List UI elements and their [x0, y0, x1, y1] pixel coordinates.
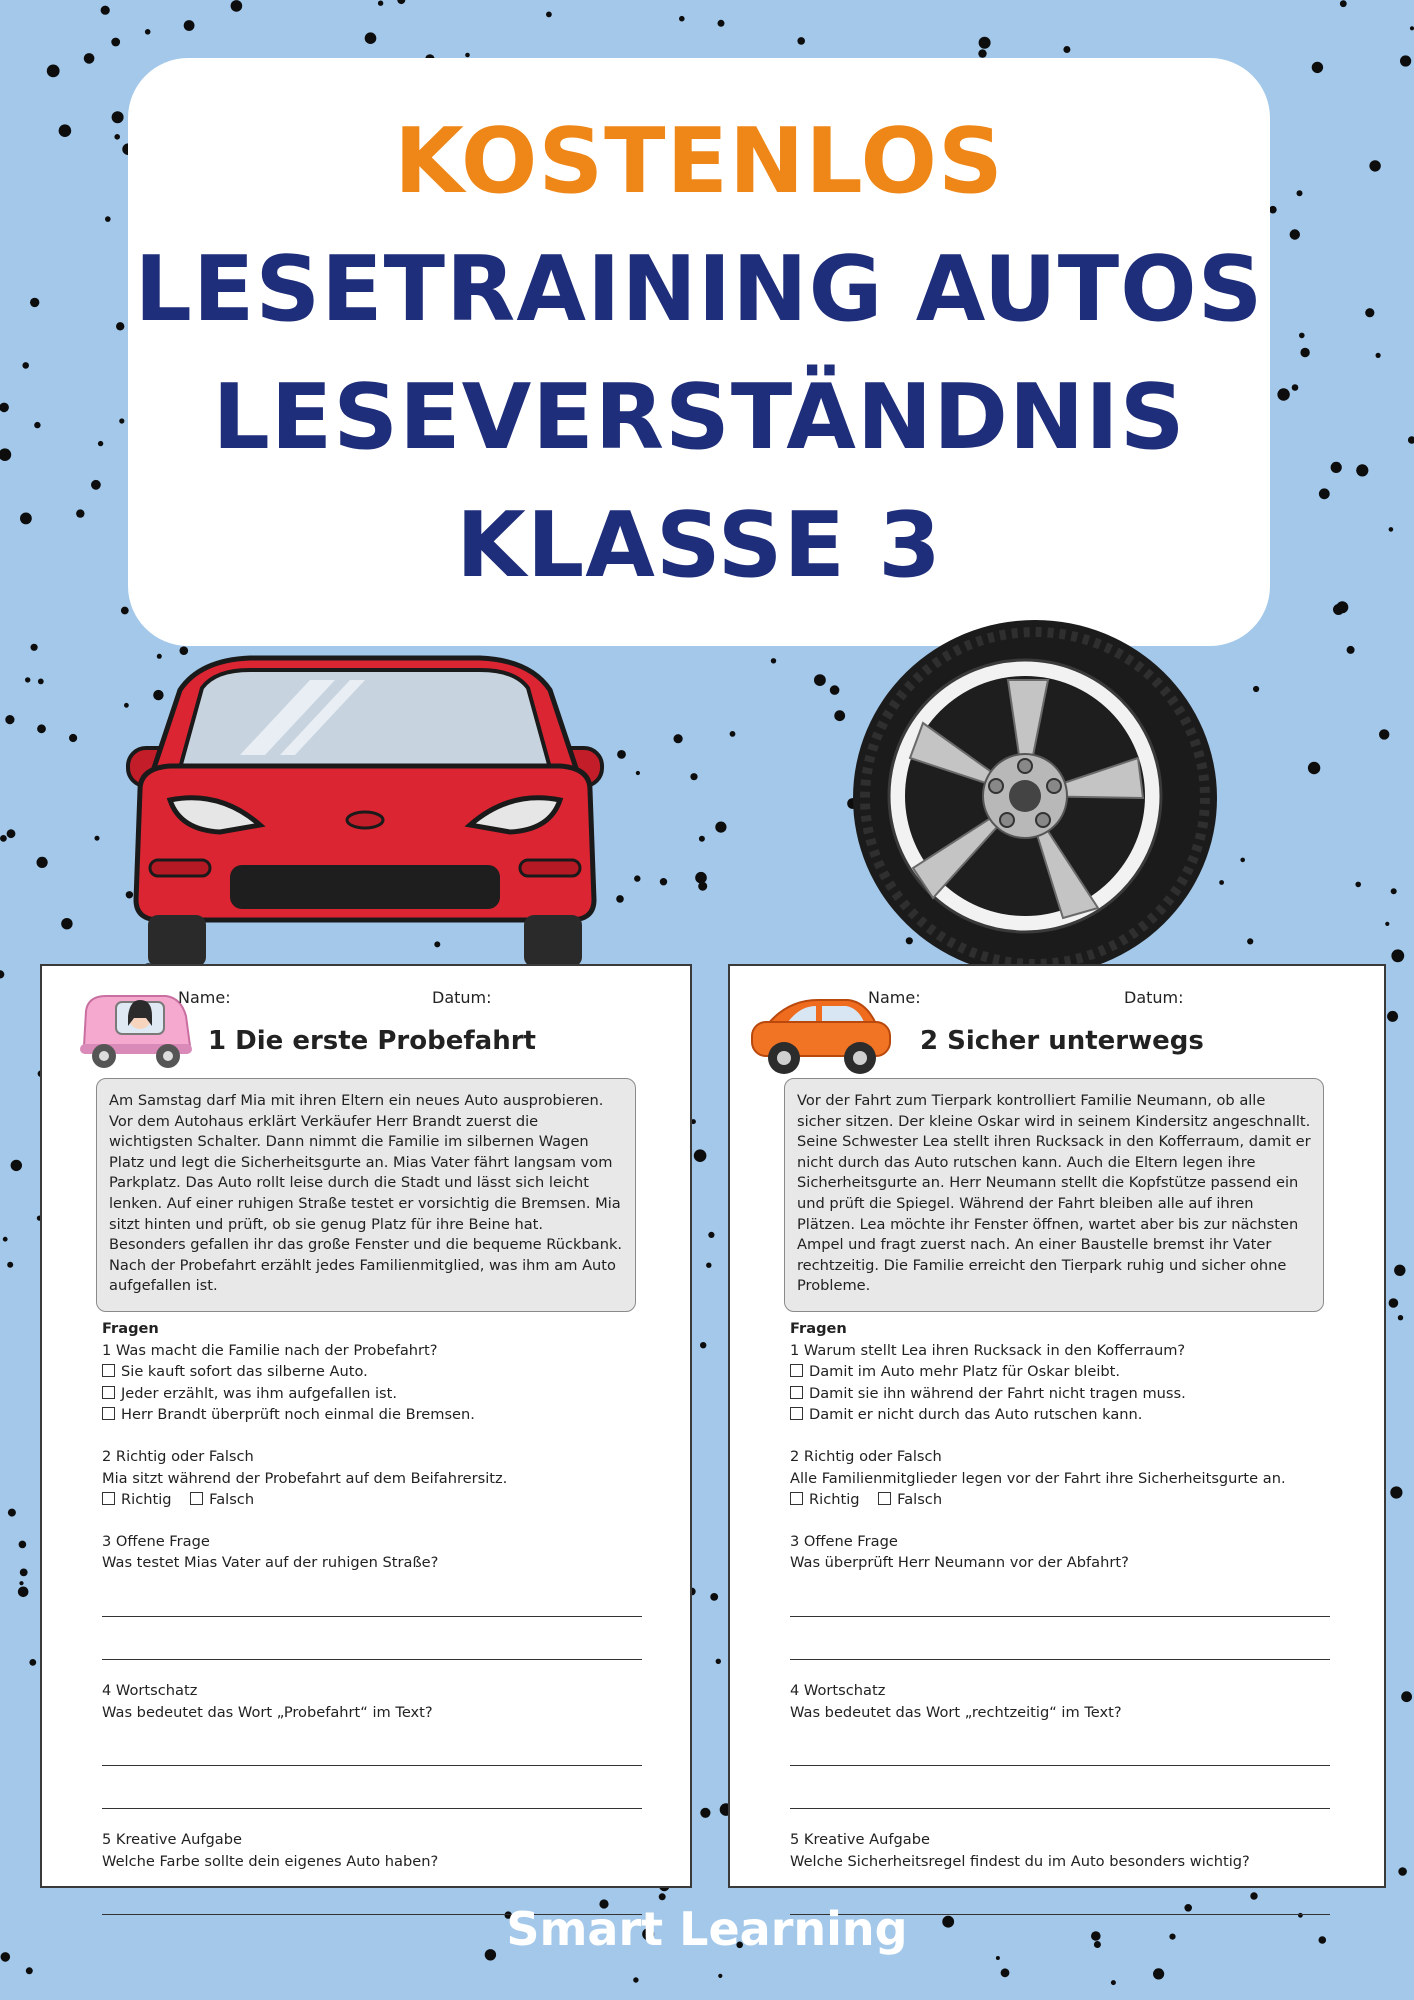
question-1: 1 Warum stellt Lea ihren Rucksack in den Kofferraum?: [790, 1341, 1186, 1359]
checkbox-icon[interactable]: [790, 1407, 803, 1420]
background-dot: [814, 674, 826, 686]
questions: [102, 1318, 642, 1935]
background-dot: [98, 441, 103, 446]
background-dot: [1400, 55, 1411, 66]
background-dot: [633, 1977, 638, 1982]
question-1: 1 Was macht die Familie nach der Probefahrt?: [102, 1341, 438, 1359]
background-dot: [91, 480, 101, 490]
background-dot: [1333, 604, 1344, 615]
question-5: Welche Sicherheitsregel findest du im Auto besonders wichtig?: [790, 1852, 1250, 1870]
question-3: Was testet Mias Vater auf der ruhigen Straße?: [102, 1554, 439, 1572]
background-dot: [634, 875, 640, 881]
background-dot: [710, 1593, 718, 1601]
background-dot: [1391, 949, 1404, 962]
question-4-heading: 4 Wortschatz: [790, 1681, 886, 1699]
background-dot: [25, 677, 30, 682]
background-dot: [1247, 938, 1253, 944]
background-dot: [1389, 527, 1394, 532]
background-dot: [116, 322, 124, 330]
background-dot: [1355, 882, 1361, 888]
answer-line[interactable]: [102, 1617, 642, 1660]
background-dot: [184, 20, 195, 31]
background-dot: [111, 38, 120, 47]
background-dot: [690, 773, 697, 780]
background-dot: [47, 65, 60, 78]
background-dot: [1385, 922, 1389, 926]
background-dot: [365, 32, 377, 44]
answer-option[interactable]: Damit sie ihn während der Fahrt nicht tragen muss.: [790, 1383, 1330, 1405]
question-5: Welche Farbe sollte dein eigenes Auto haben?: [102, 1852, 439, 1870]
answer-line[interactable]: [102, 1766, 642, 1809]
question-4: Was bedeutet das Wort „rechtzeitig“ im Text?: [790, 1703, 1122, 1721]
question-3-heading: 3 Offene Frage: [790, 1532, 898, 1550]
tire-icon: [848, 618, 1222, 978]
title-grade: KLASSE 3: [456, 493, 942, 598]
background-dot: [231, 0, 243, 12]
background-dot: [38, 679, 44, 685]
background-dot: [1269, 206, 1277, 214]
background-dot: [797, 37, 805, 45]
background-dot: [636, 771, 640, 775]
background-dot: [1369, 160, 1380, 171]
checkbox-icon[interactable]: [102, 1492, 115, 1505]
answer-line[interactable]: [102, 1574, 642, 1617]
background-dot: [698, 882, 707, 891]
questions-heading: Fragen: [102, 1320, 159, 1337]
background-dot: [8, 1509, 16, 1517]
background-dot: [19, 1581, 23, 1585]
checkbox-icon[interactable]: [790, 1386, 803, 1399]
worksheet-2: [728, 964, 1386, 1888]
background-dot: [20, 1569, 28, 1577]
answer-option[interactable]: Damit im Auto mehr Platz für Oskar bleibt.: [790, 1361, 1330, 1383]
title-topic: LESETRAINING AUTOS: [134, 237, 1264, 342]
background-dot: [694, 1149, 707, 1162]
background-dot: [20, 513, 32, 525]
background-dot: [1312, 62, 1323, 73]
background-dot: [37, 724, 46, 733]
background-dot: [660, 878, 667, 885]
background-dot: [1347, 646, 1355, 654]
checkbox-icon[interactable]: [102, 1364, 115, 1377]
background-dot: [1319, 488, 1330, 499]
sheet-title: 1 Die erste Probefahrt: [208, 1026, 536, 1056]
question-2-heading: 2 Richtig oder Falsch: [790, 1447, 942, 1465]
sheet-title: 2 Sicher unterwegs: [920, 1026, 1204, 1056]
background-dot: [1408, 436, 1414, 444]
answer-option[interactable]: Sie kauft sofort das silberne Auto.: [102, 1361, 642, 1383]
background-dot: [1340, 0, 1347, 7]
background-dot: [1063, 46, 1070, 53]
date-label: Datum:: [432, 988, 492, 1007]
background-dot: [1240, 858, 1245, 863]
background-dot: [546, 12, 552, 18]
background-dot: [1390, 1486, 1402, 1498]
background-dot: [716, 1659, 721, 1664]
background-dot: [1394, 1265, 1405, 1276]
title-free: KOSTENLOS: [394, 109, 1004, 214]
story-text: Vor der Fahrt zum Tierpark kontrolliert Familie Neumann, ob alle sicher sitzen. Der kleine Oskar wird in seinem Kindersitz angeschnallt. Seine Schwester Lea stellt ihren Rucksack in den Kofferraum, damit er nicht durch das Auto rutschen kann. Auch die Eltern legen ihre Sicherheitsgurte an. Herr Neumann stellt die Kopfstütze passend ein und prüft die Spiegel. Während der Fahrt bleiben alle auf ihren Plätzen. Lea möchte ihr Fenster öffnen, wartet aber bis zur nächsten Ampel und fragt zuerst nach. An einer Baustelle bremst ihr Vater rechtzeitig. Die Familie erreicht den Tierpark ruhig und sicher ohne Probleme.: [784, 1078, 1324, 1312]
background-dot: [700, 1808, 710, 1818]
background-dot: [26, 1967, 33, 1974]
background-dot: [715, 822, 726, 833]
background-dot: [1253, 686, 1259, 692]
background-dot: [1398, 1867, 1407, 1876]
background-dot: [34, 422, 40, 428]
background-dot: [1153, 1968, 1164, 1979]
background-dot: [61, 918, 72, 929]
background-dot: [730, 731, 736, 737]
background-dot: [69, 734, 77, 742]
background-dot: [0, 403, 9, 413]
background-dot: [37, 857, 48, 868]
background-dot: [95, 836, 100, 841]
checkbox-icon[interactable]: [790, 1492, 803, 1505]
question-2: Alle Familienmitglieder legen vor der Fahrt ihre Sicherheitsgurte an.: [790, 1469, 1286, 1487]
question-3-heading: 3 Offene Frage: [102, 1532, 210, 1550]
background-dot: [0, 448, 11, 461]
background-dot: [1292, 384, 1299, 391]
answer-line[interactable]: [790, 1766, 1330, 1809]
background-dot: [1001, 1968, 1010, 1977]
background-dot: [3, 1237, 8, 1242]
question-2: Mia sitzt während der Probefahrt auf dem Beifahrersitz.: [102, 1469, 508, 1487]
name-label: Name:: [868, 988, 921, 1007]
answer-line[interactable]: [102, 1723, 642, 1766]
checkbox-icon[interactable]: [878, 1492, 891, 1505]
story-text: Am Samstag darf Mia mit ihren Eltern ein neues Auto ausprobieren. Vor dem Autohaus erklärt Verkäufer Herr Brandt zuerst die wichtigsten Schalter. Dann nimmt die Familie im silbernen Wagen Platz und legt die Sicherheitsgurte an. Mias Vater fährt langsam vom Parkplatz. Das Auto rollt leise durch die Stadt und lässt sich leicht lenken. Auf einer ruhigen Straße testet er vorsichtig die Bremsen. Mia sitzt hinten und prüft, ob sie genug Platz für ihre Beine hat. Besonders gefallen ihr das große Fenster und die bequeme Rückbank. Nach der Probefahrt erzählt jedes Familienmitglied, was ihm am Auto aufgefallen ist.: [96, 1078, 636, 1312]
background-dot: [996, 1956, 1000, 1960]
background-dot: [1410, 26, 1414, 30]
answer-option[interactable]: Damit er nicht durch das Auto rutschen kann.: [790, 1404, 1330, 1426]
background-dot: [695, 872, 707, 884]
background-dot: [834, 710, 845, 721]
checkbox-icon[interactable]: [190, 1492, 203, 1505]
background-dot: [30, 644, 37, 651]
background-dot: [674, 734, 683, 743]
background-dot: [0, 970, 4, 978]
background-dot: [1389, 1298, 1399, 1308]
question-4: Was bedeutet das Wort „Probefahrt“ im Text?: [102, 1703, 433, 1721]
answer-line[interactable]: [790, 1617, 1330, 1660]
background-dot: [1277, 388, 1289, 400]
background-dot: [1308, 762, 1320, 774]
background-dot: [1379, 729, 1389, 739]
question-4-heading: 4 Wortschatz: [102, 1681, 198, 1699]
background-dot: [7, 1262, 13, 1268]
title-card: [128, 58, 1270, 646]
background-dot: [978, 49, 986, 57]
background-dot: [718, 20, 725, 27]
brand-footer: Smart Learning: [506, 1902, 908, 1956]
background-dot: [5, 715, 14, 724]
background-dot: [1290, 229, 1300, 239]
background-dot: [11, 1160, 22, 1171]
background-dot: [22, 362, 29, 369]
background-dot: [465, 53, 470, 58]
name-label: Name:: [178, 988, 231, 1007]
title-subject: LESEVERSTÄNDNIS: [212, 365, 1186, 470]
background-dot: [1297, 190, 1303, 196]
background-dot: [708, 1232, 714, 1238]
background-dot: [1300, 348, 1309, 357]
checkbox-icon[interactable]: [102, 1407, 115, 1420]
background-dot: [679, 16, 685, 22]
answer-option[interactable]: Richtig: [790, 1489, 860, 1511]
worksheet-1: [40, 964, 692, 1888]
background-dot: [7, 829, 16, 838]
background-dot: [112, 111, 124, 123]
background-dot: [1398, 1315, 1403, 1320]
question-3: Was überprüft Herr Neumann vor der Abfahrt?: [790, 1554, 1129, 1572]
question-5-heading: 5 Kreative Aufgabe: [102, 1831, 242, 1849]
background-dot: [145, 29, 151, 35]
background-dot: [706, 1263, 711, 1268]
answer-option[interactable]: Richtig: [102, 1489, 172, 1511]
background-dot: [1391, 888, 1397, 894]
background-dot: [59, 124, 72, 137]
red-car-icon: [110, 650, 620, 980]
background-dot: [1376, 353, 1381, 358]
questions: [790, 1318, 1330, 1935]
background-dot: [397, 0, 405, 4]
questions-heading: Fragen: [790, 1320, 847, 1337]
background-dot: [771, 658, 776, 663]
background-dot: [699, 836, 705, 842]
answer-option[interactable]: Herr Brandt überprüft noch einmal die Bremsen.: [102, 1404, 642, 1426]
background-dot: [105, 216, 111, 222]
background-dot: [1299, 333, 1305, 339]
background-dot: [29, 1659, 36, 1666]
background-dot: [19, 1541, 27, 1549]
background-dot: [30, 298, 39, 307]
background-dot: [114, 134, 120, 140]
background-dot: [0, 835, 7, 842]
checkbox-icon[interactable]: [790, 1364, 803, 1377]
background-dot: [659, 1893, 666, 1900]
background-dot: [1401, 1691, 1412, 1702]
checkbox-icon[interactable]: [102, 1386, 115, 1399]
background-dot: [718, 1974, 722, 1978]
background-dot: [1365, 308, 1374, 317]
background-dot: [76, 509, 84, 517]
question-5-heading: 5 Kreative Aufgabe: [790, 1831, 930, 1849]
question-2-heading: 2 Richtig oder Falsch: [102, 1447, 254, 1465]
date-label: Datum:: [1124, 988, 1184, 1007]
answer-option[interactable]: Falsch: [878, 1489, 942, 1511]
answer-option[interactable]: Falsch: [190, 1489, 254, 1511]
answer-option[interactable]: Jeder erzählt, was ihm aufgefallen ist.: [102, 1383, 642, 1405]
background-dot: [979, 37, 991, 49]
background-dot: [1111, 1980, 1116, 1985]
background-dot: [84, 53, 95, 64]
background-dot: [830, 685, 840, 695]
background-dot: [101, 6, 110, 15]
background-dot: [1356, 464, 1368, 476]
background-dot: [700, 1342, 706, 1348]
background-dot: [18, 1587, 29, 1598]
background-dot: [119, 418, 124, 423]
background-dot: [1387, 1011, 1398, 1022]
answer-line[interactable]: [790, 1723, 1330, 1766]
background-dot: [378, 1, 383, 6]
background-dot: [1331, 462, 1342, 473]
answer-line[interactable]: [790, 1574, 1330, 1617]
